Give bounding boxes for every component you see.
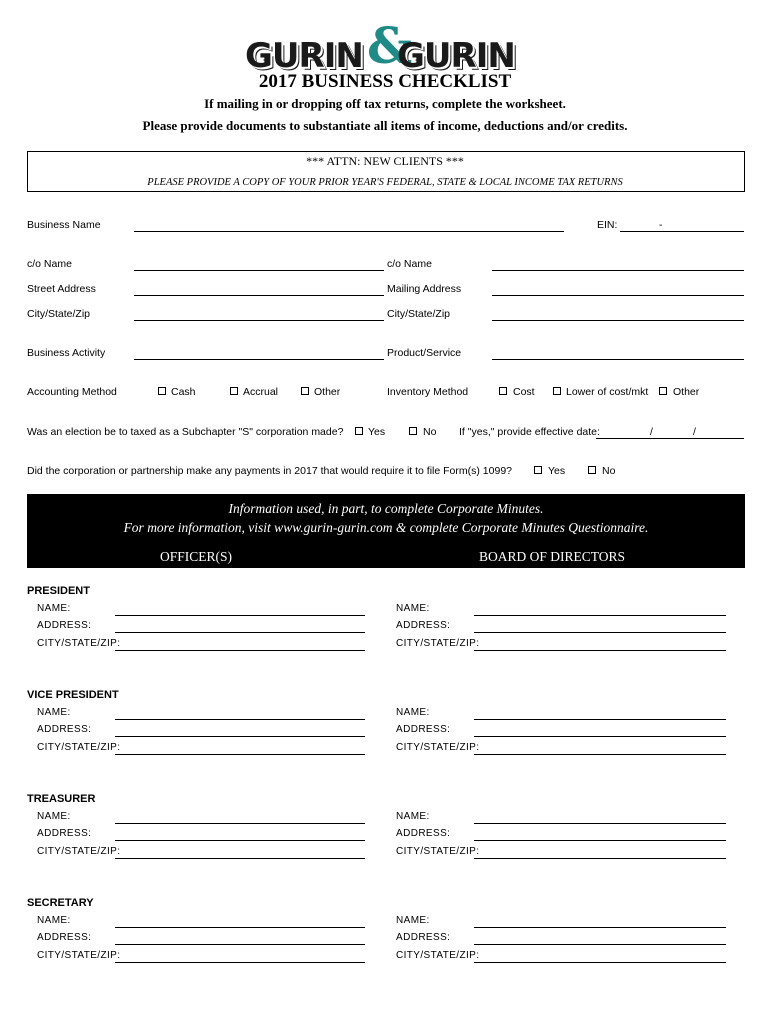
- secretary-name-field[interactable]: [115, 927, 365, 928]
- logo-word-left: GURIN: [245, 36, 363, 76]
- president-director-name-label: NAME:: [396, 603, 430, 614]
- president-director-address-label: ADDRESS:: [396, 620, 451, 631]
- president-director-name-field[interactable]: [474, 615, 726, 616]
- mailing-city-state-zip-label: City/State/Zip: [387, 308, 451, 320]
- accounting-other-label: Other: [314, 386, 341, 398]
- secretary-director-name-field[interactable]: [474, 927, 726, 928]
- ein-dash: -: [659, 219, 663, 231]
- effective-date-field[interactable]: [596, 438, 744, 439]
- co-name-label: c/o Name: [27, 258, 72, 270]
- vp-director-city-label: CITY/STATE/ZIP:: [396, 742, 480, 753]
- ein-field[interactable]: [620, 231, 744, 232]
- treasurer-director-name-field[interactable]: [474, 823, 726, 824]
- inventory-other-label: Other: [673, 386, 700, 398]
- vp-name-field[interactable]: [115, 719, 365, 720]
- instructions-line-1: If mailing in or dropping off tax returns, complete the worksheet.: [204, 96, 566, 111]
- president-name-field[interactable]: [115, 615, 365, 616]
- vp-city-field[interactable]: [115, 754, 365, 755]
- president-city-label: CITY/STATE/ZIP:: [37, 638, 121, 649]
- treasurer-city-field[interactable]: [115, 858, 365, 859]
- secretary-address-field[interactable]: [115, 944, 365, 945]
- street-address-label: Street Address: [27, 283, 96, 295]
- business-activity-field[interactable]: [134, 359, 384, 360]
- page-title: 2017 BUSINESS CHECKLIST: [258, 71, 512, 92]
- logo-ampersand: &: [367, 16, 413, 75]
- officers-column-header: OFFICER(S): [160, 549, 233, 564]
- checkbox-inventory-other[interactable]: [659, 387, 667, 395]
- vp-director-address-label: ADDRESS:: [396, 724, 451, 735]
- secretary-heading: SECRETARY: [27, 897, 94, 909]
- secretary-director-address-label: ADDRESS:: [396, 932, 451, 943]
- product-service-label: Product/Service: [387, 347, 462, 359]
- product-service-field[interactable]: [492, 359, 744, 360]
- corporate-minutes-link-note: For more information, visit www.gurin-gurin.com & complete Corporate Minutes Questionnaire.: [123, 520, 649, 535]
- effective-date-slash-1: /: [650, 426, 653, 438]
- secretary-director-city-label: CITY/STATE/ZIP:: [396, 950, 480, 961]
- vp-director-name-label: NAME:: [396, 707, 430, 718]
- mailing-city-state-zip-field[interactable]: [492, 320, 744, 321]
- secretary-city-label: CITY/STATE/ZIP:: [37, 950, 121, 961]
- business-name-label: Business Name: [27, 219, 101, 231]
- business-name-field[interactable]: [134, 231, 564, 232]
- treasurer-director-address-field[interactable]: [474, 840, 726, 841]
- secretary-name-label: NAME:: [37, 915, 71, 926]
- gurin-gurin-logo: [245, 16, 530, 76]
- checkbox-1099-no[interactable]: [588, 466, 596, 474]
- secretary-address-label: ADDRESS:: [37, 932, 92, 943]
- treasurer-director-city-label: CITY/STATE/ZIP:: [396, 846, 480, 857]
- president-director-city-field[interactable]: [474, 650, 726, 651]
- corporate-minutes-banner: [27, 494, 745, 568]
- checkbox-accounting-other[interactable]: [301, 387, 309, 395]
- president-director-city-label: CITY/STATE/ZIP:: [396, 638, 480, 649]
- form-1099-yes-label: Yes: [548, 465, 566, 477]
- vp-director-address-field[interactable]: [474, 736, 726, 737]
- treasurer-name-field[interactable]: [115, 823, 365, 824]
- president-director-address-field[interactable]: [474, 632, 726, 633]
- s-corp-election-question: Was an election be to taxed as a Subchapter "S" corporation made?: [27, 426, 344, 438]
- board-column-header: BOARD OF DIRECTORS: [479, 549, 626, 564]
- co-name-mailing-field[interactable]: [492, 270, 744, 271]
- street-address-field[interactable]: [134, 295, 384, 296]
- president-address-field[interactable]: [115, 632, 365, 633]
- treasurer-address-field[interactable]: [115, 840, 365, 841]
- cost-option-label: Cost: [513, 386, 535, 398]
- s-corp-yes-label: Yes: [368, 426, 386, 438]
- president-city-field[interactable]: [115, 650, 365, 651]
- treasurer-director-city-field[interactable]: [474, 858, 726, 859]
- s-corp-no-label: No: [423, 426, 437, 438]
- form-1099-no-label: No: [602, 465, 616, 477]
- checkbox-cost[interactable]: [499, 387, 507, 395]
- effective-date-slash-2: /: [693, 426, 696, 438]
- treasurer-city-label: CITY/STATE/ZIP:: [37, 846, 121, 857]
- treasurer-address-label: ADDRESS:: [37, 828, 92, 839]
- vp-director-city-field[interactable]: [474, 754, 726, 755]
- ein-label: EIN:: [597, 219, 618, 231]
- lower-of-cost-label: Lower of cost/mkt: [566, 386, 649, 398]
- logo-word-right: GURIN: [397, 36, 515, 76]
- treasurer-director-name-label: NAME:: [396, 811, 430, 822]
- instructions-line-2: Please provide documents to substantiate all items of income, deductions and/or credits.: [142, 118, 628, 133]
- mailing-address-label: Mailing Address: [387, 283, 462, 295]
- mailing-address-field[interactable]: [492, 295, 744, 296]
- form-1099-question: Did the corporation or partnership make any payments in 2017 that would require it to file Form(s) 1099?: [27, 465, 512, 477]
- business-activity-label: Business Activity: [27, 347, 106, 359]
- treasurer-name-label: NAME:: [37, 811, 71, 822]
- effective-date-label: If "yes," provide effective date:: [459, 426, 600, 438]
- new-clients-heading: *** ATTN: NEW CLIENTS ***: [306, 154, 464, 168]
- inventory-method-label: Inventory Method: [387, 386, 469, 398]
- vp-address-label: ADDRESS:: [37, 724, 92, 735]
- checkbox-s-corp-no[interactable]: [409, 427, 417, 435]
- treasurer-heading: TREASURER: [27, 793, 96, 805]
- cash-option-label: Cash: [171, 386, 196, 398]
- secretary-city-field[interactable]: [115, 962, 365, 963]
- corporate-minutes-info: Information used, in part, to complete Corporate Minutes.: [228, 501, 544, 516]
- secretary-director-name-label: NAME:: [396, 915, 430, 926]
- co-name-mailing-label: c/o Name: [387, 258, 432, 270]
- vp-address-field[interactable]: [115, 736, 365, 737]
- secretary-director-address-field[interactable]: [474, 944, 726, 945]
- vp-city-label: CITY/STATE/ZIP:: [37, 742, 121, 753]
- city-state-zip-label: City/State/Zip: [27, 308, 91, 320]
- president-heading: PRESIDENT: [27, 585, 90, 597]
- accrual-option-label: Accrual: [243, 386, 279, 398]
- vp-director-name-field[interactable]: [474, 719, 726, 720]
- prior-year-returns-notice: PLEASE PROVIDE A COPY OF YOUR PRIOR YEAR'S FEDERAL, STATE & LOCAL INCOME TAX RETURNS: [147, 177, 623, 188]
- checkbox-1099-yes[interactable]: [534, 466, 542, 474]
- secretary-director-city-field[interactable]: [474, 962, 726, 963]
- accounting-method-label: Accounting Method: [27, 386, 117, 398]
- co-name-field[interactable]: [134, 270, 384, 271]
- president-address-label: ADDRESS:: [37, 620, 92, 631]
- checkbox-cash[interactable]: [158, 387, 166, 395]
- checkbox-accrual[interactable]: [230, 387, 238, 395]
- treasurer-director-address-label: ADDRESS:: [396, 828, 451, 839]
- checkbox-lower-of-cost[interactable]: [553, 387, 561, 395]
- vp-name-label: NAME:: [37, 707, 71, 718]
- vice-president-heading: VICE PRESIDENT: [27, 689, 119, 701]
- checkbox-s-corp-yes[interactable]: [355, 427, 363, 435]
- city-state-zip-field[interactable]: [134, 320, 384, 321]
- president-name-label: NAME:: [37, 603, 71, 614]
